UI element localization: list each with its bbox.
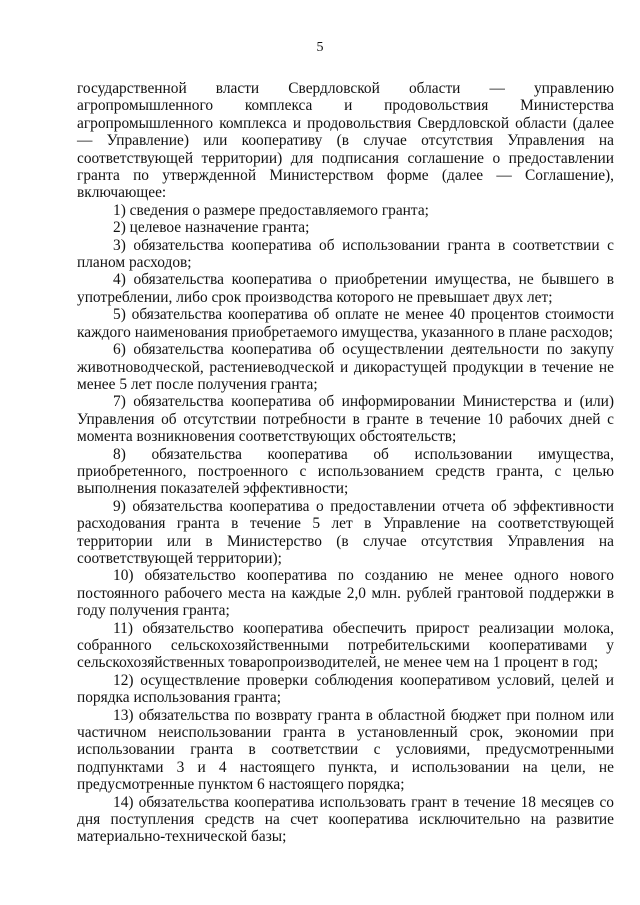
list-item-14: 14) обязательства кооператива использовать грант в течение 18 месяцев со дня поступления средств на счет кооператива исключительно на развитие материально-технической базы; (77, 793, 614, 846)
list-item-9: 9) обязательства кооператива о предоставлении отчета об эффективности расходования гранта в течение 5 лет в Управление на соответствующей территории или в Министерство (в случае отсутствия Управления на соответствующей территории); (77, 497, 614, 567)
list-item-11: 11) обязательство кооператива обеспечить прирост реализации молока, собранного сельскохозяйственными потребительскими кооперативами у сельскохозяйственных товаропроизводителей, не менее чем на 1 процент в год; (77, 619, 614, 672)
list-item-12: 12) осуществление проверки соблюдения кооперативом условий, целей и порядка использования гранта; (77, 671, 614, 707)
list-item-10: 10) обязательство кооператива по созданию не менее одного нового постоянного рабочего места на каждые 2,0 млн. рублей грантовой поддержки в году получения гранта; (77, 567, 614, 620)
list-item-6: 6) обязательства кооператива об осуществлении деятельности по закупу животноводческой, растениеводческой и дикорастущей продукции в течение не менее 5 лет после получения гранта; (77, 341, 614, 393)
paragraph-intro: государственной власти Свердловской области — управлению агропромышленного комплекса и продовольствия Министерства агропромышленного комплекса и продовольствия Свердловской области (далее — Управление) или кооперативу (в случае отсутствия Управления на соответствующей территории) для подписания соглашение о предоставлении гранта по утвержденной Министерством форме (далее — Соглашение), включающее: (77, 80, 614, 202)
list-item-2: 2) целевое назначение гранта; (113, 219, 310, 237)
list-item-4: 4) обязательства кооператива о приобретении имущества, не бывшего в употреблении, либо срок производства которого не превышает двух лет; (77, 271, 614, 306)
list-item-1: 1) сведения о размере предоставляемого гранта; (113, 201, 429, 219)
list-item-7: 7) обязательства кооператива об информировании Министерства и (или) Управления об отсутствии потребности в гранте в течение 10 рабочих дней с момента возникновения соответствующих обстоятельств; (77, 393, 614, 446)
list-item-13: 13) обязательства по возврату гранта в областной бюджет при полном или частичном неиспользовании гранта в установленный срок, экономии при использовании гранта в соответствии с условиями, предусмотренными подпунктами 3 и 4 настоящего пункта, и использовании на цели, не предусмотренные пунктом 6 настоящего порядка; (77, 706, 614, 794)
document-body (77, 80, 614, 846)
list-item-5: 5) обязательства кооператива об оплате не менее 40 процентов стоимости каждого наименования приобретаемого имущества, указанного в плане расходов; (77, 306, 614, 341)
page-number: 5 (316, 40, 324, 55)
list-item-3: 3) обязательства кооператива об использовании гранта в соответствии с планом расходов; (77, 236, 614, 272)
list-item-8: 8) обязательства кооператива об использовании имущества, приобретенного, построенного с использованием средств гранта, с целью выполнения показателей эффективности; (77, 445, 614, 498)
